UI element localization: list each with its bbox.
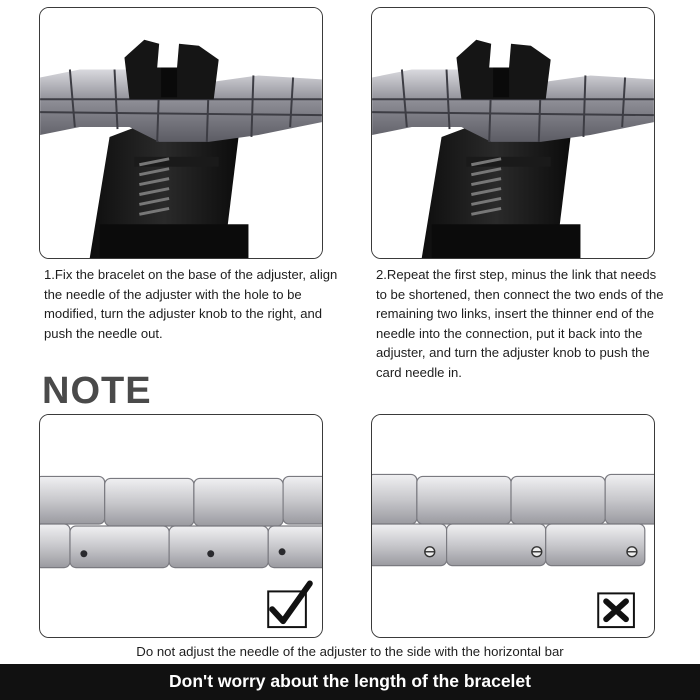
correct-side-image [39, 414, 323, 638]
step-2-instruction: 2.Repeat the first step, minus the link that needs to be shortened, then connect the two ends of the remaining two links, insert the thinner end of the needle into the connection, put it back into the adjuster, and turn the adjuster knob to push the card needle in. [376, 267, 664, 380]
bracelet-wrong-side-photo [372, 415, 654, 637]
wrong-side-image [371, 414, 655, 638]
bracelet-correct-side-photo [40, 415, 322, 637]
bracelet-adjuster-photo [40, 8, 322, 258]
step-2-image [371, 7, 655, 259]
bracelet-adjuster-photo [372, 8, 654, 258]
x-icon [598, 593, 634, 627]
footer-banner-text: Don't worry about the length of the bracelet [169, 671, 531, 691]
footer-banner [0, 664, 700, 700]
note-heading: NOTE [42, 370, 152, 412]
step-1-instruction: 1.Fix the bracelet on the base of the adjuster, align the needle of the adjuster with the hole to be modified, turn the adjuster knob to the right, and push the needle out. [44, 267, 338, 341]
note-caption: Do not adjust the needle of the adjuster to the side with the horizontal bar [136, 644, 564, 659]
step-1-image [39, 7, 323, 259]
